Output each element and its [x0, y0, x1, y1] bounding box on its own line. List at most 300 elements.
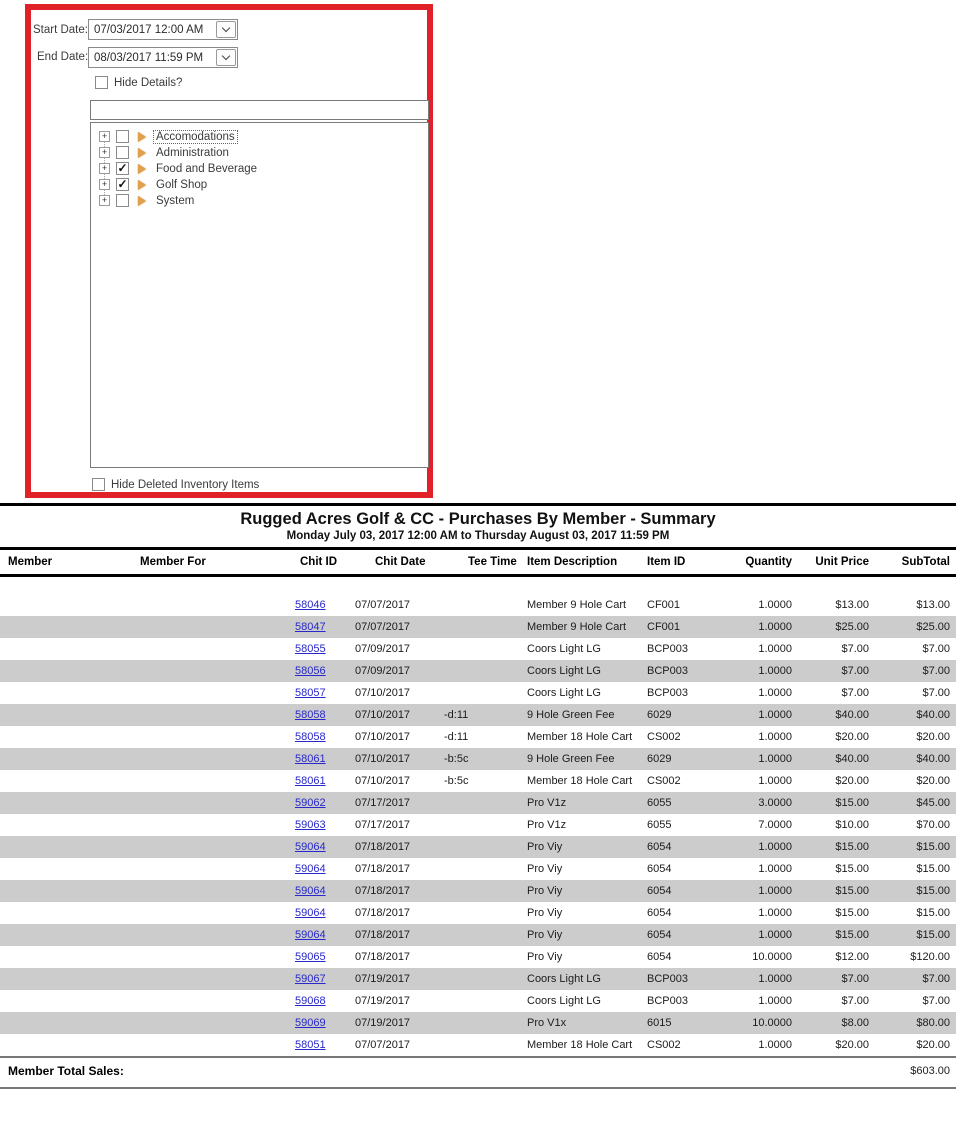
cell-tee-time: [442, 638, 520, 660]
chevron-down-icon: [222, 24, 230, 32]
cell-tee-time: [442, 836, 520, 858]
cell-chit-id: [287, 682, 342, 704]
cell-item-description: Pro Viy: [527, 906, 563, 919]
category-tree: [90, 122, 429, 468]
table-body: [0, 576, 956, 1057]
cell-quantity: 1.0000: [758, 928, 792, 941]
cell-tee-time: [442, 616, 520, 638]
cell-quantity: 10.0000: [752, 950, 792, 963]
cell-tee-time: -d:11: [444, 708, 469, 721]
cell-unit-price: $20.00: [835, 1038, 869, 1051]
cell-chit-id: [287, 638, 342, 660]
cell-member: [0, 968, 140, 990]
cell-tee-time: [442, 660, 520, 682]
chit-id-link[interactable]: 59063: [295, 818, 326, 831]
column-header-chit-date: Chit Date: [375, 556, 426, 568]
cell-member-for: [140, 946, 287, 968]
cell-unit-price: $15.00: [835, 884, 869, 897]
cell-member: [0, 836, 140, 858]
cell-member-for: [140, 814, 287, 836]
cell-quantity: 1.0000: [758, 972, 792, 985]
cell-subtotal: $13.00: [916, 598, 950, 611]
cell-item-id: 6029: [647, 708, 672, 721]
cell-chit-date: 07/10/2017: [355, 730, 411, 743]
table-row: [0, 616, 956, 638]
tree-expander-icon[interactable]: +: [99, 163, 110, 174]
cell-quantity: 1.0000: [758, 752, 792, 765]
cell-item-description: Coors Light LG: [527, 686, 601, 699]
cell-item-id: 6015: [647, 1016, 672, 1029]
cell-chit-id: [287, 1012, 342, 1034]
cell-member-for: [140, 858, 287, 880]
cell-chit-date: 07/07/2017: [355, 1038, 411, 1051]
column-header-quantity: Quantity: [745, 556, 792, 568]
cell-member-for: [140, 770, 287, 792]
cell-member: [0, 924, 140, 946]
cell-subtotal: $7.00: [922, 664, 950, 677]
cell-chit-id: [287, 1034, 342, 1057]
cell-item-description: Member 18 Hole Cart: [527, 730, 633, 743]
table-row: [0, 968, 956, 990]
category-filter-input[interactable]: [90, 100, 429, 120]
cell-unit-price: $40.00: [835, 752, 869, 765]
cell-member: [0, 814, 140, 836]
cell-member: [0, 946, 140, 968]
chit-id-link[interactable]: 58047: [295, 620, 326, 633]
cell-chit-id: [287, 990, 342, 1012]
cell-quantity: 1.0000: [758, 730, 792, 743]
table-row: [0, 880, 956, 902]
cell-tee-time: -b:5c: [444, 774, 469, 787]
cell-unit-price: $20.00: [835, 774, 869, 787]
cell-member-for: [140, 704, 287, 726]
chit-id-link[interactable]: 59064: [295, 906, 326, 919]
cell-tee-time: [442, 1012, 520, 1034]
cell-member: [0, 792, 140, 814]
cell-chit-date: 07/10/2017: [355, 774, 411, 787]
cell-member: [0, 704, 140, 726]
cell-subtotal: $7.00: [922, 642, 950, 655]
cell-chit-id: [287, 836, 342, 858]
tree-item-checkbox[interactable]: [116, 146, 129, 159]
tree-expander-icon[interactable]: +: [99, 147, 110, 158]
tree-item-checkbox[interactable]: [116, 194, 129, 207]
table-row: [0, 946, 956, 968]
cell-item-id: BCP003: [647, 686, 688, 699]
cell-subtotal: $20.00: [916, 774, 950, 787]
cell-chit-id: [287, 792, 342, 814]
cell-chit-id: [287, 770, 342, 792]
cell-item-id: BCP003: [647, 664, 688, 677]
tree-item-golf-shop[interactable]: [91, 177, 210, 192]
cell-item-description: Pro V1z: [527, 796, 567, 809]
end-date-picker[interactable]: [88, 47, 238, 68]
category-arrow-icon: [138, 132, 146, 142]
cell-item-id: BCP003: [647, 972, 688, 985]
table-row: [0, 594, 956, 616]
cell-item-description: 9 Hole Green Fee: [527, 708, 615, 721]
chevron-down-icon: [222, 52, 230, 60]
cell-chit-id: [287, 748, 342, 770]
column-header-unit-price: Unit Price: [815, 556, 869, 568]
cell-member: [0, 660, 140, 682]
total-value: $603.00: [910, 1064, 950, 1077]
cell-item-id: CS002: [647, 730, 681, 743]
tree-item-food-and-beverage[interactable]: [91, 161, 260, 176]
cell-member-for: [140, 660, 287, 682]
hide-deleted-checkbox[interactable]: [92, 478, 105, 491]
cell-subtotal: $120.00: [910, 950, 950, 963]
cell-item-id: 6054: [647, 950, 672, 963]
cell-member: [0, 638, 140, 660]
table-row: [0, 682, 956, 704]
cell-chit-id: [287, 660, 342, 682]
tree-item-accomodations[interactable]: [91, 129, 238, 144]
cell-item-description: Pro Viy: [527, 884, 563, 897]
table-row: [0, 858, 956, 880]
cell-subtotal: $80.00: [916, 1016, 950, 1029]
cell-tee-time: [442, 880, 520, 902]
cell-item-description: Coors Light LG: [527, 664, 601, 677]
cell-quantity: 3.0000: [758, 796, 792, 809]
cell-unit-price: $7.00: [841, 994, 869, 1007]
cell-member: [0, 990, 140, 1012]
cell-member-for: [140, 682, 287, 704]
report-top-rule: [0, 503, 956, 506]
cell-tee-time: [442, 594, 520, 616]
cell-subtotal: $20.00: [916, 730, 950, 743]
cell-item-description: Coors Light LG: [527, 972, 601, 985]
cell-member: [0, 726, 140, 748]
column-header-member: Member: [8, 556, 53, 568]
tree-item-label[interactable]: Golf Shop: [156, 178, 208, 191]
hide-details-label: Hide Details?: [114, 76, 183, 89]
cell-chit-date: 07/10/2017: [355, 752, 411, 765]
cell-subtotal: $40.00: [916, 708, 950, 721]
cell-item-id: 6054: [647, 884, 672, 897]
cell-chit-date: 07/18/2017: [355, 840, 411, 853]
cell-subtotal: $7.00: [922, 994, 950, 1007]
cell-member-for: [140, 1012, 287, 1034]
hide-details-option: [95, 76, 182, 89]
cell-subtotal: $15.00: [916, 884, 950, 897]
cell-chit-id: [287, 858, 342, 880]
cell-chit-date: 07/18/2017: [355, 862, 411, 875]
cell-subtotal: $40.00: [916, 752, 950, 765]
start-date-picker[interactable]: [88, 19, 238, 40]
cell-chit-date: 07/09/2017: [355, 642, 411, 655]
cell-member-for: [140, 990, 287, 1012]
cell-item-description: Pro Viy: [527, 950, 563, 963]
cell-item-id: 6054: [647, 928, 672, 941]
cell-item-id: 6054: [647, 906, 672, 919]
cell-member-for: [140, 726, 287, 748]
spacer-row: [0, 576, 956, 594]
column-header-item-description: Item Description: [527, 556, 618, 568]
cell-chit-date: 07/17/2017: [355, 818, 411, 831]
cell-item-id: 6055: [647, 796, 672, 809]
cell-subtotal: $45.00: [916, 796, 950, 809]
column-header-chit-id: Chit ID: [300, 556, 338, 568]
cell-member: [0, 748, 140, 770]
cell-member-for: [140, 1034, 287, 1057]
cell-member: [0, 594, 140, 616]
tree-item-label[interactable]: Accomodations: [153, 130, 238, 144]
table-row: [0, 638, 956, 660]
cell-unit-price: $7.00: [841, 686, 869, 699]
cell-member: [0, 616, 140, 638]
cell-chit-id: [287, 814, 342, 836]
cell-item-description: Pro V1z: [527, 818, 567, 831]
tree-expander-icon[interactable]: +: [99, 179, 110, 190]
cell-item-description: Pro V1x: [527, 1016, 567, 1029]
tree-item-system[interactable]: [91, 193, 197, 208]
category-arrow-icon: [138, 148, 146, 158]
cell-quantity: 1.0000: [758, 840, 792, 853]
cell-member-for: [140, 836, 287, 858]
cell-chit-date: 07/07/2017: [355, 598, 411, 611]
chit-id-link[interactable]: 59065: [295, 950, 326, 963]
table-row: [0, 748, 956, 770]
table-row: [0, 660, 956, 682]
total-label: Member Total Sales:: [8, 1063, 124, 1078]
cell-item-id: CF001: [647, 620, 681, 633]
column-header-subtotal: SubTotal: [901, 556, 950, 568]
cell-tee-time: [442, 946, 520, 968]
cell-unit-price: $7.00: [841, 664, 869, 677]
table-row: [0, 792, 956, 814]
cell-member-for: [140, 594, 287, 616]
cell-unit-price: $15.00: [835, 862, 869, 875]
cell-chit-date: 07/18/2017: [355, 906, 411, 919]
cell-subtotal: $7.00: [922, 686, 950, 699]
cell-quantity: 1.0000: [758, 884, 792, 897]
cell-tee-time: [442, 924, 520, 946]
chit-id-link[interactable]: 58061: [295, 774, 326, 787]
cell-tee-time: [442, 968, 520, 990]
tree-item-label[interactable]: Administration: [156, 146, 229, 159]
cell-quantity: 1.0000: [758, 774, 792, 787]
cell-chit-date: 07/17/2017: [355, 796, 411, 809]
hide-details-checkbox[interactable]: [95, 76, 108, 89]
cell-unit-price: $8.00: [841, 1016, 869, 1029]
cell-chit-id: [287, 924, 342, 946]
cell-chit-date: 07/19/2017: [355, 994, 411, 1007]
cell-tee-time: [442, 1034, 520, 1057]
cell-quantity: 1.0000: [758, 642, 792, 655]
cell-chit-date: 07/18/2017: [355, 884, 411, 897]
table-row: [0, 1034, 956, 1057]
report-section: [0, 503, 956, 1089]
end-date-label: End Date:: [37, 51, 89, 63]
cell-member: [0, 902, 140, 924]
cell-quantity: 1.0000: [758, 620, 792, 633]
table-row: [0, 836, 956, 858]
cell-member-for: [140, 924, 287, 946]
table-header-row: [0, 549, 956, 576]
cell-unit-price: $7.00: [841, 972, 869, 985]
cell-chit-date: 07/07/2017: [355, 620, 411, 633]
hide-deleted-label: Hide Deleted Inventory Items: [111, 478, 260, 491]
cell-tee-time: [442, 682, 520, 704]
report-date-range: Monday July 03, 2017 12:00 AM to Thursday August 03, 2017 11:59 PM: [286, 530, 670, 542]
table-row: [0, 990, 956, 1012]
chit-id-link[interactable]: 59064: [295, 884, 326, 897]
cell-tee-time: -d:11: [444, 730, 469, 743]
table-row: [0, 924, 956, 946]
cell-tee-time: [442, 990, 520, 1012]
cell-member-for: [140, 616, 287, 638]
cell-quantity: 1.0000: [758, 994, 792, 1007]
tree-item-checkbox[interactable]: [116, 130, 129, 143]
column-header-member-for: Member For: [140, 556, 206, 568]
cell-item-id: 6054: [647, 862, 672, 875]
cell-member-for: [140, 968, 287, 990]
cell-chit-id: [287, 594, 342, 616]
cell-item-description: Pro Viy: [527, 840, 563, 853]
cell-unit-price: $7.00: [841, 642, 869, 655]
chit-id-link[interactable]: 59067: [295, 972, 326, 985]
cell-item-description: 9 Hole Green Fee: [527, 752, 615, 765]
tree-expander-icon[interactable]: +: [99, 195, 110, 206]
end-date-dropdown-button[interactable]: [216, 49, 236, 66]
chit-id-link[interactable]: 59068: [295, 994, 326, 1007]
cell-member: [0, 770, 140, 792]
cell-unit-price: $12.00: [835, 950, 869, 963]
tree-item-label[interactable]: System: [156, 194, 195, 207]
chit-id-link[interactable]: 59062: [295, 796, 326, 809]
chit-id-link[interactable]: 59064: [295, 928, 326, 941]
start-date-label: Start Date:: [33, 24, 88, 36]
table-row: [0, 1012, 956, 1034]
cell-quantity: 1.0000: [758, 906, 792, 919]
category-arrow-icon: [138, 164, 146, 174]
chit-id-link[interactable]: 58051: [295, 1038, 326, 1051]
end-date-value: 08/03/2017 11:59 PM: [94, 51, 204, 64]
cell-chit-id: [287, 704, 342, 726]
chit-id-link[interactable]: 58055: [295, 642, 326, 655]
chit-id-link[interactable]: 58061: [295, 752, 326, 765]
table-row: [0, 704, 956, 726]
cell-quantity: 7.0000: [758, 818, 792, 831]
cell-unit-price: $13.00: [835, 598, 869, 611]
cell-tee-time: [442, 814, 520, 836]
cell-subtotal: $7.00: [922, 972, 950, 985]
category-arrow-icon: [138, 196, 146, 206]
table-row: [0, 726, 956, 748]
cell-unit-price: $15.00: [835, 796, 869, 809]
cell-member-for: [140, 880, 287, 902]
chit-id-link[interactable]: 58058: [295, 708, 326, 721]
purchases-table: [0, 547, 956, 1089]
cell-tee-time: [442, 792, 520, 814]
cell-unit-price: $15.00: [835, 840, 869, 853]
cell-member-for: [140, 792, 287, 814]
cell-subtotal: $25.00: [916, 620, 950, 633]
tree-item-checkbox[interactable]: ✓: [117, 161, 128, 175]
column-header-item-id: Item ID: [647, 556, 686, 568]
chit-id-link[interactable]: 59064: [295, 862, 326, 875]
column-header-tee-time: Tee Time: [468, 556, 517, 568]
hide-deleted-option: [92, 478, 259, 491]
tree-item-administration[interactable]: [91, 145, 232, 160]
cell-item-description: Pro Viy: [527, 862, 563, 875]
table-row: [0, 902, 956, 924]
cell-item-id: 6029: [647, 752, 672, 765]
cell-unit-price: $15.00: [835, 906, 869, 919]
cell-item-description: Coors Light LG: [527, 642, 601, 655]
chit-id-link[interactable]: 59064: [295, 840, 326, 853]
cell-member: [0, 1012, 140, 1034]
cell-unit-price: $40.00: [835, 708, 869, 721]
cell-subtotal: $15.00: [916, 906, 950, 919]
cell-item-description: Member 18 Hole Cart: [527, 774, 633, 787]
tree-expander-icon[interactable]: +: [99, 131, 110, 142]
cell-quantity: 1.0000: [758, 598, 792, 611]
table-row: [0, 814, 956, 836]
cell-subtotal: $15.00: [916, 928, 950, 941]
cell-item-id: 6055: [647, 818, 672, 831]
cell-chit-id: [287, 726, 342, 748]
chit-id-link[interactable]: 59069: [295, 1016, 326, 1029]
cell-chit-date: 07/19/2017: [355, 972, 411, 985]
cell-chit-date: 07/10/2017: [355, 686, 411, 699]
cell-item-description: Pro Viy: [527, 928, 563, 941]
cell-member: [0, 880, 140, 902]
cell-quantity: 10.0000: [752, 1016, 792, 1029]
cell-quantity: 1.0000: [758, 1038, 792, 1051]
cell-subtotal: $15.00: [916, 840, 950, 853]
cell-item-id: CF001: [647, 598, 681, 611]
cell-item-description: Coors Light LG: [527, 994, 601, 1007]
cell-tee-time: [442, 858, 520, 880]
cell-unit-price: $10.00: [835, 818, 869, 831]
cell-member: [0, 1034, 140, 1057]
chit-id-link[interactable]: 58057: [295, 686, 326, 699]
cell-item-id: CS002: [647, 1038, 681, 1051]
cell-subtotal: $20.00: [916, 1038, 950, 1051]
cell-item-id: CS002: [647, 774, 681, 787]
cell-chit-id: [287, 902, 342, 924]
chit-id-link[interactable]: 58058: [295, 730, 326, 743]
cell-chit-date: 07/18/2017: [355, 928, 411, 941]
cell-tee-time: [442, 902, 520, 924]
chit-id-link[interactable]: 58046: [295, 598, 326, 611]
tree-item-checkbox[interactable]: ✓: [117, 177, 128, 191]
report-title: Rugged Acres Golf & CC - Purchases By Member - Summary: [240, 510, 716, 528]
cell-chit-date: 07/09/2017: [355, 664, 411, 677]
cell-quantity: 1.0000: [758, 664, 792, 677]
cell-member-for: [140, 748, 287, 770]
cell-item-id: BCP003: [647, 994, 688, 1007]
cell-chit-id: [287, 968, 342, 990]
cell-item-id: BCP003: [647, 642, 688, 655]
cell-unit-price: $20.00: [835, 730, 869, 743]
cell-quantity: 1.0000: [758, 686, 792, 699]
cell-chit-date: 07/18/2017: [355, 950, 411, 963]
cell-member: [0, 682, 140, 704]
tree-item-label[interactable]: Food and Beverage: [156, 162, 258, 175]
cell-chit-id: [287, 880, 342, 902]
start-date-dropdown-button[interactable]: [216, 21, 236, 38]
cell-member: [0, 858, 140, 880]
start-date-value: 07/03/2017 12:00 AM: [94, 23, 204, 36]
cell-subtotal: $70.00: [916, 818, 950, 831]
cell-tee-time: -b:5c: [444, 752, 469, 765]
chit-id-link[interactable]: 58056: [295, 664, 326, 677]
table-row: [0, 770, 956, 792]
cell-chit-id: [287, 946, 342, 968]
